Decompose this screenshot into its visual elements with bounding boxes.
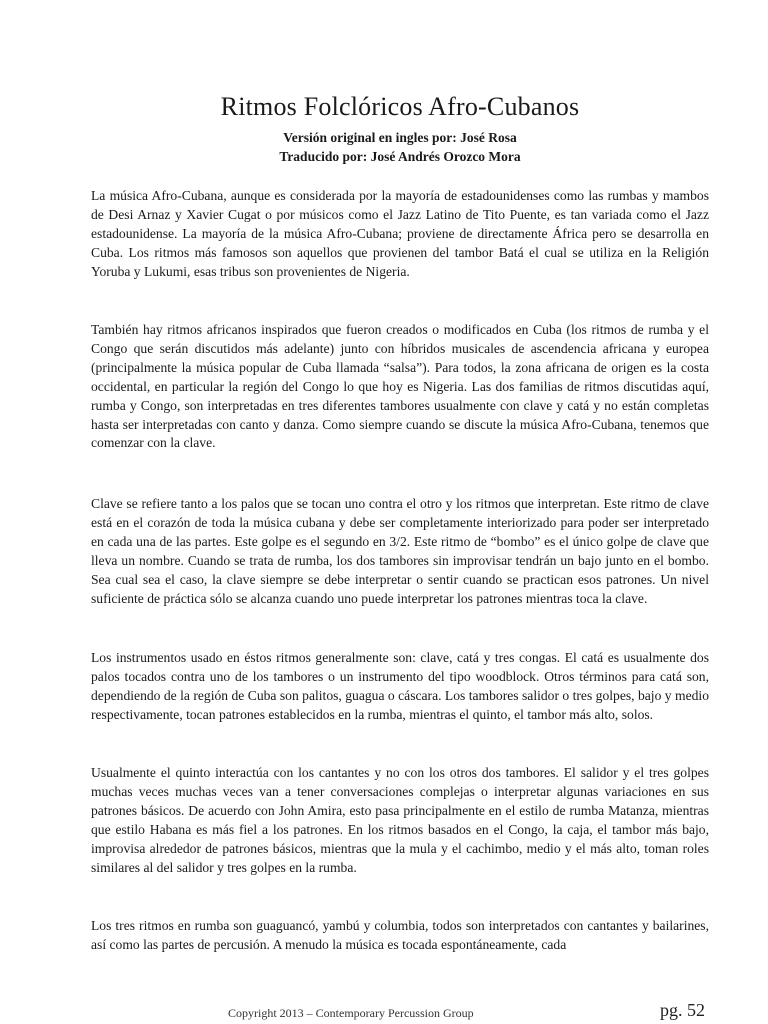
page-number: pg. 52 (660, 1000, 705, 1020)
translation-credit: Traducido por: José Andrés Orozco Mora (279, 149, 521, 164)
paragraph: Usualmente el quinto interactúa con los cantantes y no con los otros dos tambores. El salidor y el tres golpes muchas veces muchas veces van a tener conversaciones complejas o interpretar algunas variaciones en sus patrones básicos. De acuerdo con John Amira, esto pasa principalmente en el estilo de rumba Matanza, mientras que estilo Habana es más fiel a los patrones. En los ritmos basados en el Congo, la caja, el tambor más bajo, improvisa alrededor de patrones básicos, mientras que la mula y el cachimbo, medio y el más alto, toman roles similares al del salidor y tres golpes en la rumba. (91, 765, 709, 875)
paragraph: Los instrumentos usado en éstos ritmos generalmente son: clave, catá y tres congas. El catá es usualmente dos palos tocados contra uno de los tambores o un instrumento del tipo woodblock. Otros términos para catá son, dependiendo de la región de Cuba son palitos, guagua o cáscara. Los tambores salidor o tres golpes, bajo y medio respectivamente, tocan patrones establecidos en la rumba, mientras el quinto, el tambor más alto, solos. (91, 650, 709, 722)
paragraph: También hay ritmos africanos inspirados que fueron creados o modificados en Cuba (los ritmos de rumba y el Congo que serán discutidos más adelante) junto con híbridos musicales de ascendencia africana y europea (principalmente la música popular de Cuba llamada “salsa”). Para todos, la zona africana de origen es la costa occidental, en particular la región del Congo lo que hoy es Nigeria. Las dos familias de ritmos discutidas aquí, rumba y Congo, son interpretadas en tres diferentes tambores usualmente con clave y catá y no están completas hasta ser interpretadas con canto y danza. Como siempre cuando se discute la música Afro-Cubana, tenemos que comenzar con la clave. (91, 322, 709, 451)
document-title: Ritmos Folclóricos Afro-Cubanos (220, 92, 580, 121)
paragraph: La música Afro-Cubana, aunque es considerada por la mayoría de estadounidenses como las rumbas y mambos de Desi Arnaz y Xavier Cugat o por músicos como el Jazz Latino de Tito Puente, es tan variada como el Jazz estadounidense. La mayoría de la música Afro-Cubana; proviene de directamente África pero se desarrolla en Cuba. Los ritmos más famosos son aquellos que provienen del tambor Batá el cual se utiliza en la Religión Yoruba y Lukumi, esas tribus son provenientes de Nigeria. (91, 188, 709, 279)
original-version-credit: Versión original en ingles por: José Rosa (283, 130, 517, 145)
copyright-footer: Copyright 2013 – Contemporary Percussion Group (228, 1006, 474, 1020)
paragraph: Los tres ritmos en rumba son guaguancó, yambú y columbia, todos son interpretados con cantantes y bailarines, así como las partes de percusión. A menudo la música es tocada espontáneamente, cada (91, 918, 709, 952)
paragraph: Clave se refiere tanto a los palos que se tocan uno contra el otro y los ritmos que interpretan. Este ritmo de clave está en el corazón de toda la música cubana y debe ser completamente interiorizado para poder ser interpretado en cada una de las partes. Este golpe es el segundo en 3/2. Este ritmo de “bombo” es el único golpe de clave que lleva un nombre. Cuando se trata de rumba, los dos tambores sin improvisar tendrán un bajo junto en el bombo. Sea cual sea el caso, la clave siempre se debe interpretar o sentir cuando se practican esos patrones. Un nivel suficiente de práctica sólo se alcanza cuando uno puede interpretar los patrones mientras toca la clave. (91, 496, 709, 606)
